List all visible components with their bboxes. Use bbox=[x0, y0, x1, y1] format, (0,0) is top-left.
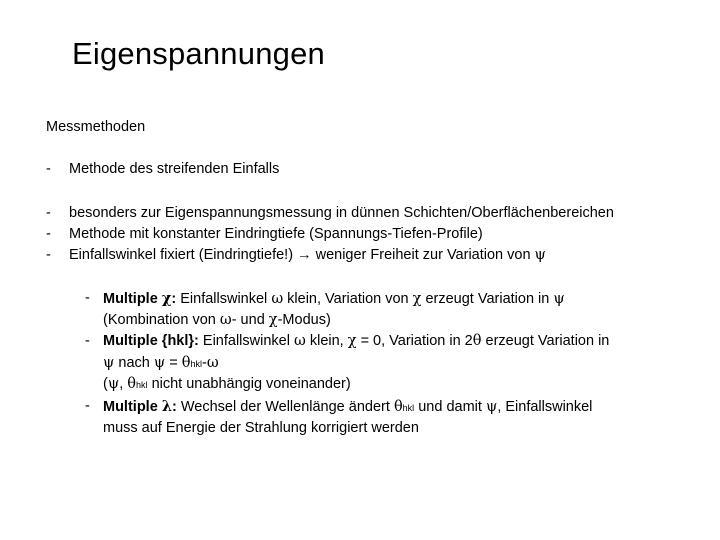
psi-symbol: ψ bbox=[153, 354, 166, 371]
bullet-dash: - bbox=[85, 333, 90, 349]
sub1-t2: klein, Variation von bbox=[287, 291, 409, 307]
bullet-dash: - bbox=[85, 290, 90, 306]
sub1-t3: erzeugt Variation in bbox=[425, 291, 550, 307]
omega-symbol: ω bbox=[219, 311, 232, 328]
arrow-icon: → bbox=[297, 247, 312, 263]
section-subtitle: Messmethoden bbox=[46, 119, 146, 135]
sub3-t1: Wechsel der Wellenlänge ändert bbox=[180, 399, 390, 415]
chi-symbol: χ bbox=[268, 311, 278, 328]
sub1-colon: : bbox=[171, 291, 177, 307]
sub2-label: Multiple {hkl}: bbox=[103, 333, 199, 349]
sub3-t3: , Einfallswinkel bbox=[497, 399, 593, 415]
psi-symbol: ψ bbox=[485, 399, 498, 415]
sub3-l2: muss auf Energie der Strahlung korrigiert werden bbox=[103, 419, 419, 436]
theta-symbol: θ bbox=[181, 354, 191, 371]
theta-symbol: θ bbox=[472, 333, 482, 349]
bullet-dash: - bbox=[46, 205, 51, 221]
sub2-l3comma: , bbox=[119, 376, 124, 392]
chi-symbol: χ bbox=[347, 333, 357, 349]
sub1-line2b: - und bbox=[231, 311, 265, 328]
sub1-label: Multiple bbox=[103, 291, 158, 307]
sub2-l3rest: nicht unabhängig voneinander) bbox=[151, 376, 351, 392]
sub1-line2c: -Modus) bbox=[277, 311, 331, 328]
sub2-t4: erzeugt Variation in bbox=[485, 333, 610, 349]
sub2-t1: Einfallswinkel bbox=[202, 333, 290, 349]
hkl-subscript: hkl bbox=[402, 403, 415, 413]
sub2-l2a: nach bbox=[118, 354, 150, 371]
hkl-subscript: hkl bbox=[190, 358, 203, 369]
psi-symbol: ψ bbox=[107, 376, 120, 392]
lambda-symbol: λ bbox=[161, 398, 172, 415]
sub3-label: Multiple bbox=[103, 399, 158, 415]
bullet-dash: - bbox=[46, 226, 51, 242]
omega-symbol: ω bbox=[293, 333, 306, 349]
bullet-dash: - bbox=[46, 161, 51, 177]
psi-symbol: ψ bbox=[534, 247, 546, 263]
psi-symbol: ψ bbox=[553, 291, 565, 307]
bullet-dash: - bbox=[46, 247, 51, 263]
group3-text: Einfallswinkel fixiert (Eindringtiefe!) bbox=[69, 247, 294, 263]
sub2-l2c: - bbox=[202, 354, 207, 371]
method-text: Methode des streifenden Einfalls bbox=[69, 161, 280, 177]
sub2-l3open: ( bbox=[103, 376, 108, 392]
group-text-1: besonders zur Eigenspannungsmessung in dünnen Schichten/Oberflächenbereichen bbox=[69, 205, 614, 221]
sub2-t2: klein, bbox=[309, 333, 344, 349]
omega-symbol: ω bbox=[206, 354, 219, 371]
omega-symbol: ω bbox=[271, 291, 284, 307]
theta-symbol: θ bbox=[127, 376, 137, 392]
group-text-3 bbox=[69, 245, 546, 266]
bullet-dash: - bbox=[85, 398, 90, 414]
sub1-line2a: (Kombination von bbox=[103, 311, 216, 328]
sub2-t3: = 0, Variation in 2 bbox=[360, 333, 473, 349]
psi-symbol: ψ bbox=[103, 354, 115, 371]
sub3-colon: : bbox=[171, 399, 177, 415]
sub1-t1: Einfallswinkel bbox=[180, 291, 268, 307]
chi-symbol: χ bbox=[161, 290, 172, 307]
hkl-subscript: hkl bbox=[136, 380, 148, 390]
sub2-l2b: = bbox=[169, 354, 178, 371]
theta-symbol: θ bbox=[393, 399, 403, 415]
sub3-t2: und damit bbox=[418, 399, 482, 415]
group3-rest: weniger Freiheit zur Variation von bbox=[315, 247, 531, 263]
slide-title: Eigenspannungen bbox=[72, 36, 325, 71]
chi-symbol: χ bbox=[412, 291, 422, 307]
group-text-2: Methode mit konstanter Eindringtiefe (Spannungs-Tiefen-Profile) bbox=[69, 226, 483, 242]
